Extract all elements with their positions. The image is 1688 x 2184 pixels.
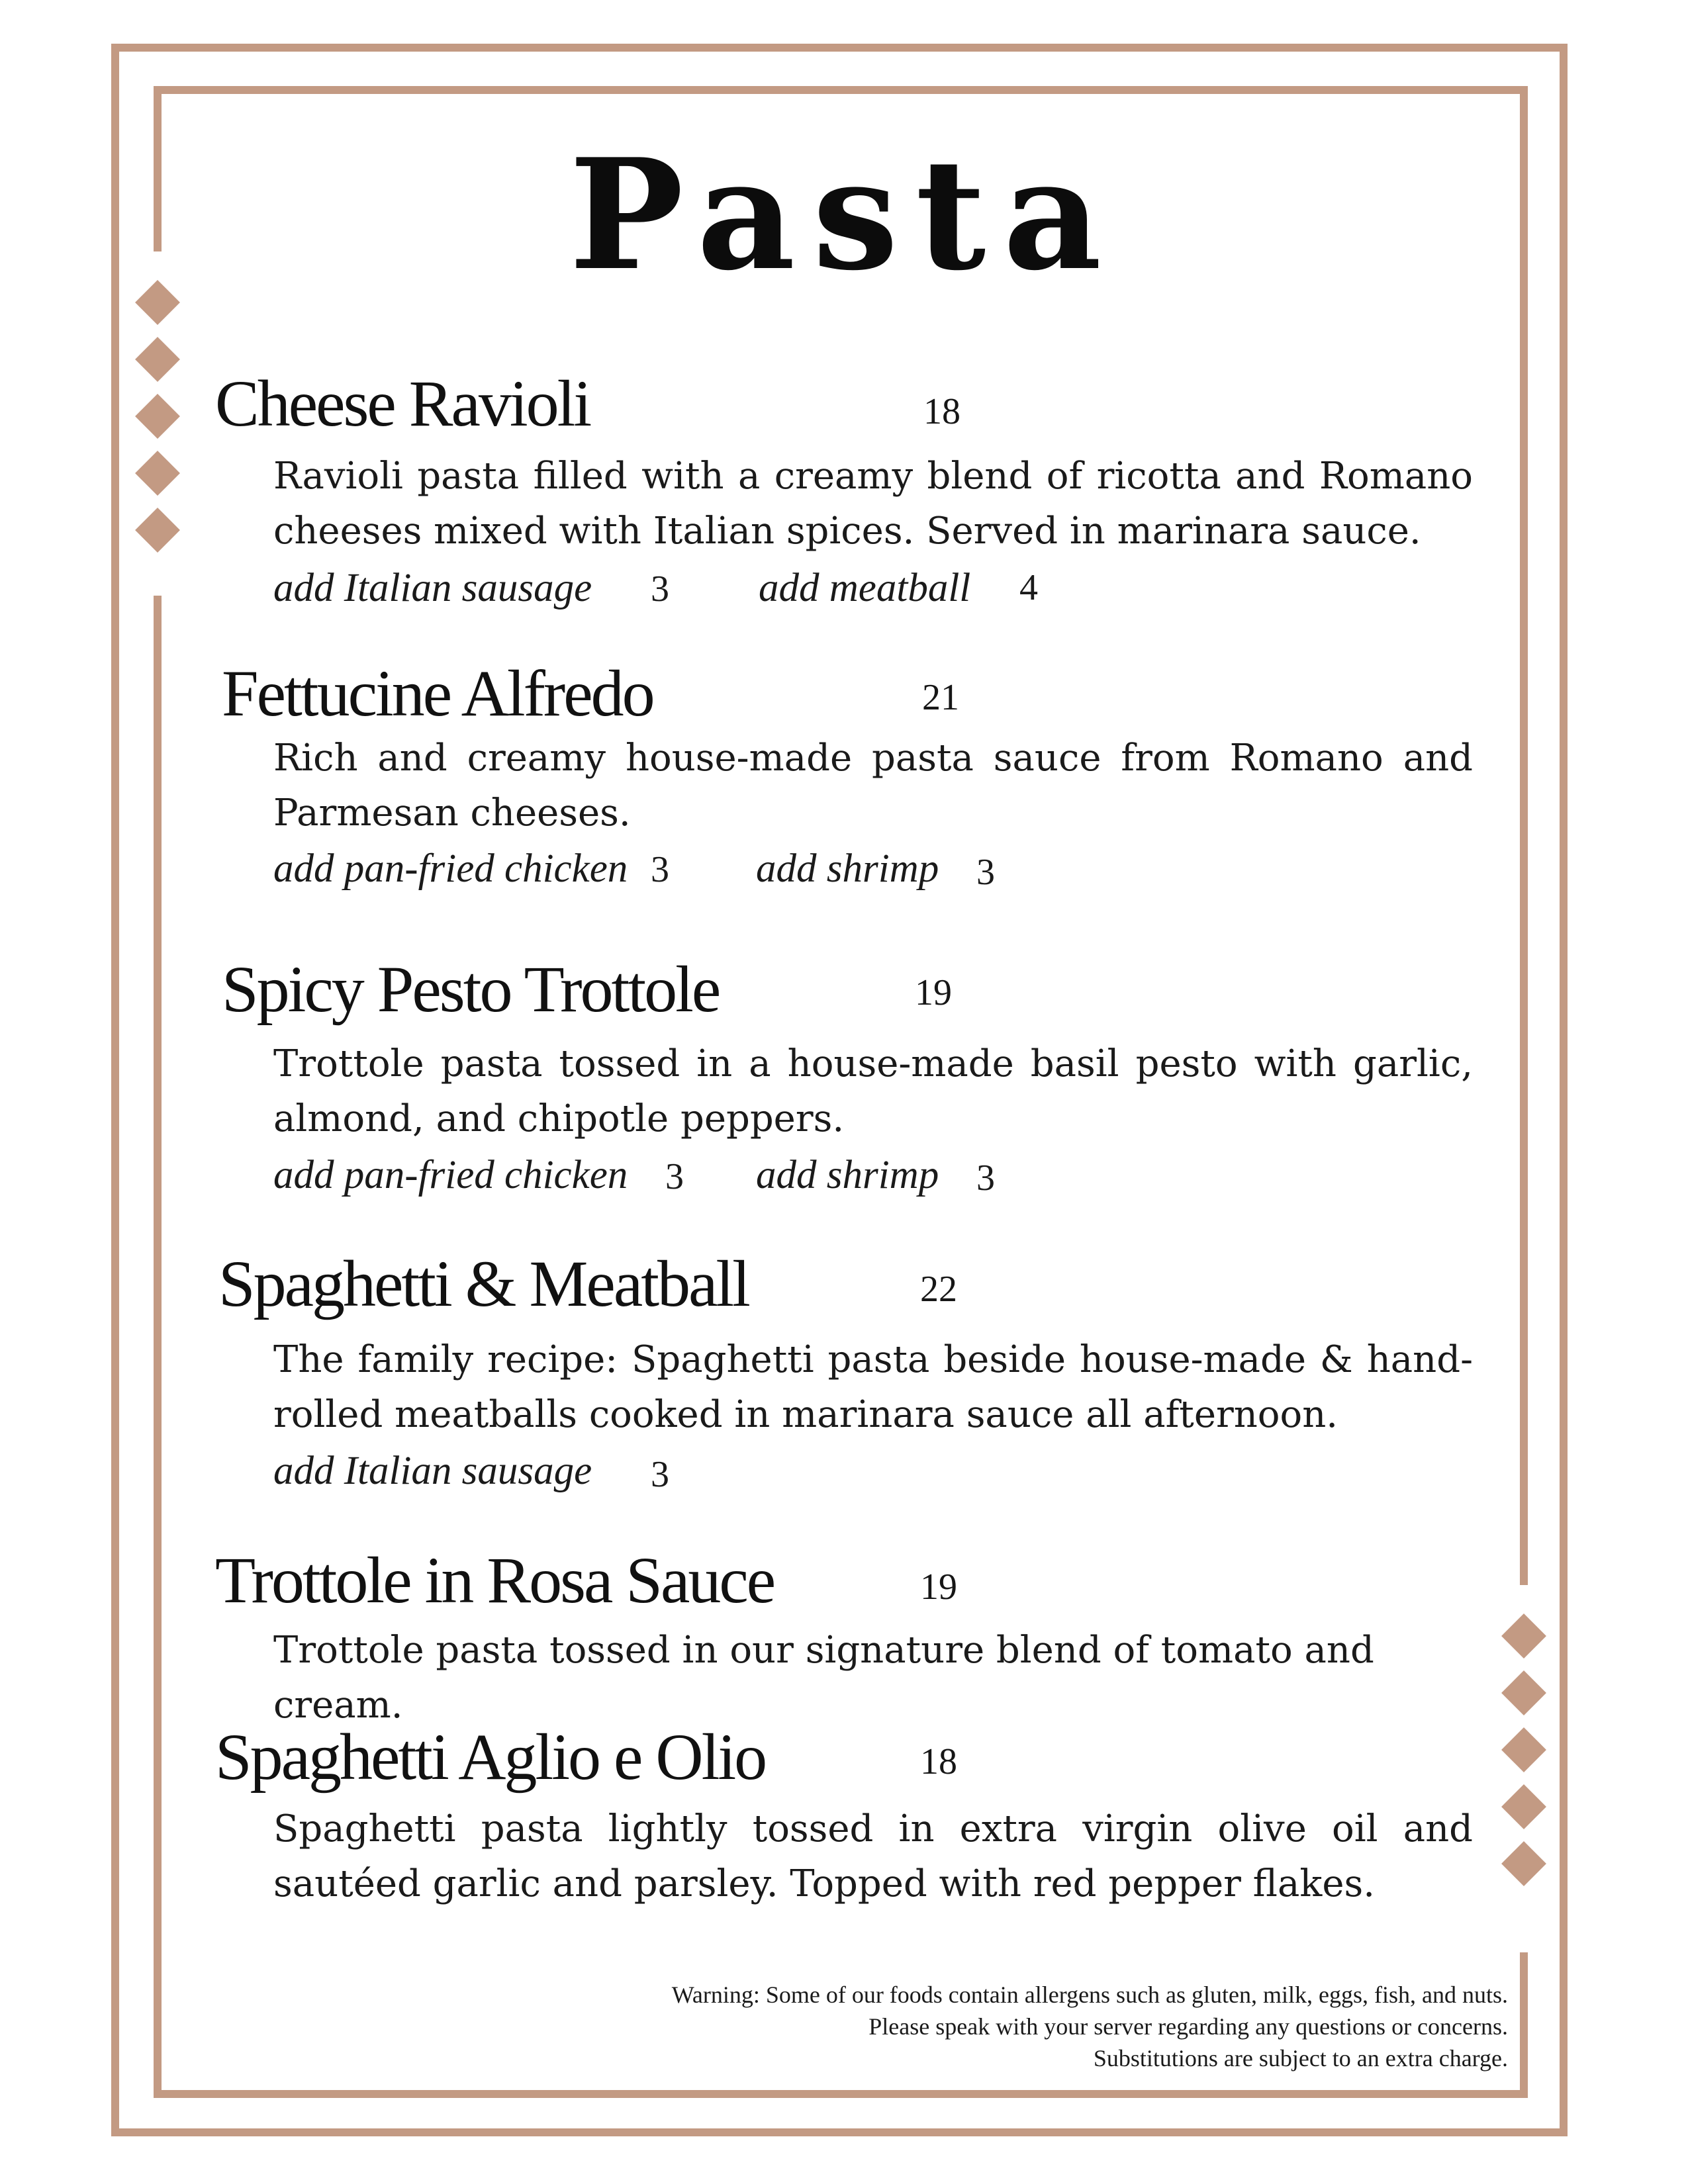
item-name: Spaghetti & Meatball	[218, 1247, 749, 1320]
item-description: The family recipe: Spaghetti pasta beside house-made & hand-rolled meatballs cooked in marinara sauce all afternoon.	[273, 1338, 1473, 1436]
menu-title: Pasta	[569, 126, 1119, 304]
warning-line: Please speak with your server regarding any questions or concerns.	[868, 2013, 1508, 2040]
addon-label: add meatball	[759, 566, 971, 610]
addon-price: 3	[651, 569, 669, 610]
addon-price: 3	[665, 1156, 684, 1197]
addon-label: add Italian sausage	[273, 566, 592, 610]
item-name: Trottole in Rosa Sauce	[215, 1543, 774, 1617]
addon-label: add Italian sausage	[273, 1449, 592, 1493]
item-description: Trottole pasta tossed in a house-made basil pesto with garlic, almond, and chipotle peppers.	[273, 1042, 1473, 1140]
item-name: Cheese Ravioli	[215, 367, 590, 440]
addon-label: add shrimp	[756, 1153, 939, 1197]
addon-price: 3	[976, 852, 995, 893]
allergen-warning	[449, 1979, 1508, 2074]
addon-label: add shrimp	[756, 846, 939, 891]
item-description: Ravioli pasta filled with a creamy blend of ricotta and Romano cheeses mixed with Italian spices. Served in marinara sauce.	[273, 455, 1473, 553]
item-description: Trottole pasta tossed in our signature blend of tomato and cream.	[273, 1629, 1374, 1727]
item-price: 19	[915, 972, 952, 1013]
item-price: 22	[920, 1269, 957, 1310]
item-price: 18	[923, 391, 961, 432]
warning-line: Warning: Some of our foods contain allergens such as gluten, milk, eggs, fish, and nuts.	[671, 1981, 1508, 2008]
addon-price: 3	[651, 1454, 669, 1495]
item-name: Spaghetti Aglio e Olio	[215, 1720, 766, 1794]
addon-price: 4	[1019, 567, 1038, 608]
addon-label: add pan-fried chicken	[273, 846, 628, 891]
item-description: Rich and creamy house-made pasta sauce from Romano and Parmesan cheeses.	[273, 737, 1473, 835]
item-name: Fettucine Alfredo	[222, 657, 653, 730]
item-price: 19	[920, 1567, 957, 1608]
warning-line: Substitutions are subject to an extra charge.	[1093, 2045, 1508, 2071]
addon-label: add pan-fried chicken	[273, 1153, 628, 1197]
addon-price: 3	[651, 849, 669, 890]
item-price: 18	[920, 1741, 957, 1782]
item-description: Spaghetti pasta lightly tossed in extra virgin olive oil and sautéed garlic and parsley. Topped with red pepper flakes.	[273, 1807, 1473, 1905]
item-price: 21	[922, 677, 959, 718]
item-name: Spicy Pesto Trottole	[222, 952, 720, 1026]
addon-price: 3	[976, 1158, 995, 1199]
